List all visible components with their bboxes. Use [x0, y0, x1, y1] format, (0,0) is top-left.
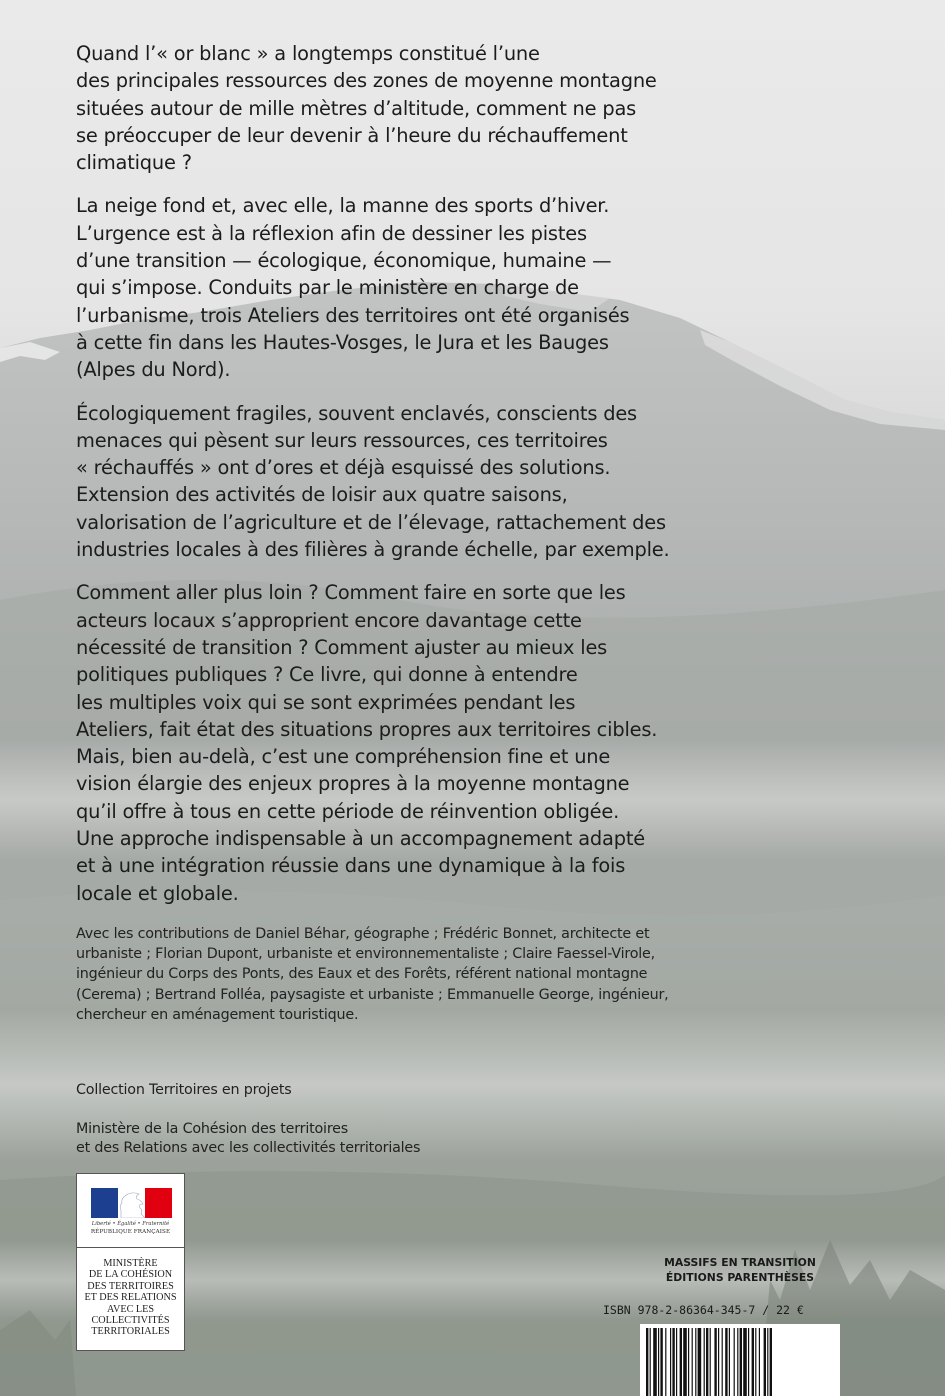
- barcode-bar: [737, 1328, 738, 1396]
- barcode-bar: [710, 1328, 711, 1396]
- text-line: La neige fond et, avec elle, la manne des sports d’hiver.: [76, 194, 610, 218]
- text-line: Avec les contributions de Daniel Béhar, géographe ; Frédéric Bonnet, architecte et: [76, 926, 650, 942]
- barcode-bar: [680, 1328, 682, 1396]
- republic-name: RÉPUBLIQUE FRANÇAISE: [90, 1229, 171, 1235]
- barcode-bar: [692, 1328, 693, 1396]
- back-cover-blurb: [76, 40, 716, 923]
- flag-red-band: [145, 1188, 172, 1218]
- barcode-bar: [670, 1328, 671, 1396]
- ministry-name: [76, 1120, 496, 1157]
- barcode-bar: [718, 1328, 719, 1396]
- collection-name: Collection Territoires en projets: [76, 1082, 292, 1098]
- publisher-name: ÉDITIONS PARENTHÈSES: [665, 1270, 815, 1284]
- barcode-bar: [676, 1328, 677, 1396]
- text-line: DES TERRITOIRES: [87, 1280, 174, 1292]
- marianne-block: [77, 1174, 184, 1248]
- text-line: qui s’impose. Conduits par le ministère en charge de: [76, 276, 579, 300]
- text-line: des principales ressources des zones de moyenne montagne: [76, 69, 657, 93]
- text-line: d’une transition — écologique, économique, humaine —: [76, 249, 612, 273]
- text-line: qu’il offre à tous en cette période de réinvention obligée.: [76, 799, 620, 823]
- text-line: « réchauffés » ont d’ores et déjà esquissé des solutions.: [76, 456, 611, 480]
- barcode-bar: [770, 1328, 772, 1396]
- text-line: DE LA COHÉSION: [88, 1269, 173, 1281]
- text-line: se préoccuper de leur devenir à l’heure du réchauffement: [76, 123, 628, 147]
- text-line: Écologiquement fragiles, souvent enclavés, conscients des: [76, 401, 637, 425]
- text-line: ingénieur du Corps des Ponts, des Eaux et des Forêts, référent national montagne: [76, 966, 648, 983]
- text-line: les multiples voix qui se sont exprimées pendant les: [76, 690, 576, 714]
- blurb-paragraph-1: [76, 40, 716, 176]
- text-line: l’urbanisme, trois Ateliers des territoires ont été organisés: [76, 303, 630, 327]
- text-line: et des Relations avec les collectivités territoriales: [76, 1139, 421, 1156]
- text-line: ET DES RELATIONS: [84, 1292, 177, 1304]
- text-line: (Cerema) ; Bertrand Folléa, paysagiste et urbaniste ; Emmanuelle George, ingénieur,: [76, 986, 669, 1003]
- barcode-bar: [660, 1328, 662, 1396]
- barcode-bar: [695, 1328, 696, 1396]
- text-line: AVEC LES: [106, 1303, 155, 1315]
- text-line: menaces qui pèsent sur leurs ressources, ces territoires: [76, 428, 608, 452]
- text-line: industries locales à des filières à grande échelle, par exemple.: [76, 538, 670, 562]
- barcode-bar: [650, 1328, 651, 1396]
- barcode-bar: [658, 1328, 659, 1396]
- text-line: nécessité de transition ? Comment ajuster au mieux les: [76, 635, 608, 659]
- barcode-bar: [734, 1328, 735, 1396]
- barcode-bar: [729, 1328, 730, 1396]
- barcode-bar: [688, 1328, 689, 1396]
- text-line: Comment aller plus loin ? Comment faire en sorte que les: [76, 581, 626, 605]
- barcode-bar: [755, 1328, 756, 1396]
- barcode-bar: [748, 1328, 749, 1396]
- text-line: Quand l’« or blanc » a longtemps constitué l’une: [76, 42, 540, 65]
- barcode-bar: [706, 1328, 708, 1396]
- text-line: chercheur en aménagement touristique.: [76, 1006, 359, 1023]
- logo-ministry-name: [77, 1258, 184, 1338]
- text-line: valorisation de l’agriculture et de l’élevage, rattachement des: [76, 510, 666, 534]
- text-line: Ministère de la Cohésion des territoires: [76, 1121, 349, 1137]
- contributors-note: [76, 924, 676, 1025]
- barcode-bar: [743, 1328, 747, 1396]
- barcode-bar: [767, 1328, 768, 1396]
- barcode-bar: [672, 1328, 674, 1396]
- marianne-flag-icon: [91, 1188, 172, 1218]
- blurb-paragraph-3: [76, 400, 716, 564]
- barcode-bar: [725, 1328, 727, 1396]
- text-line: MINISTÈRE: [103, 1258, 158, 1269]
- barcode-bar: [740, 1328, 742, 1396]
- text-line: Ateliers, fait état des situations propres aux territoires cibles.: [76, 717, 658, 741]
- text-line: vision élargie des enjeux propres à la moyenne montagne: [76, 772, 630, 796]
- barcode-bar: [646, 1328, 648, 1396]
- text-line: locale et globale.: [76, 881, 239, 905]
- blurb-paragraph-4: [76, 579, 716, 907]
- blurb-paragraph-2: [76, 192, 716, 383]
- republique-francaise-logo: [76, 1173, 185, 1351]
- series-info: [640, 1256, 840, 1285]
- barcode-bar: [665, 1328, 666, 1396]
- text-line: Une approche indispensable à un accompagnement adapté: [76, 827, 645, 851]
- text-line: Mais, bien au-delà, c’est une compréhension fine et une: [76, 745, 611, 769]
- text-line: (Alpes du Nord).: [76, 358, 231, 382]
- barcode-bar: [653, 1328, 657, 1396]
- text-line: climatique ?: [76, 151, 192, 175]
- republic-motto: Liberté • Égalité • Fraternité: [91, 1221, 170, 1227]
- text-line: et à une intégration réussie dans une dynamique à la fois: [76, 854, 626, 878]
- barcode-bar: [698, 1328, 702, 1396]
- text-line: COLLECTIVITÉS: [91, 1315, 170, 1327]
- text-line: à cette fin dans les Hautes-Vosges, le Jura et les Bauges: [76, 330, 609, 354]
- flag-blue-band: [91, 1188, 118, 1218]
- text-line: L’urgence est à la réflexion afin de dessiner les pistes: [76, 221, 587, 245]
- barcode-bar: [764, 1328, 766, 1396]
- text-line: TERRITORIALES: [91, 1326, 170, 1338]
- text-line: acteurs locaux s’approprient encore davantage cette: [76, 608, 582, 632]
- barcode: [640, 1324, 840, 1396]
- barcode-bar: [704, 1328, 705, 1396]
- isbn-price: ISBN 978-2-86364-345-7 / 22 €: [603, 1303, 804, 1317]
- text-line: Extension des activités de loisir aux quatre saisons,: [76, 483, 568, 507]
- barcode-bar: [722, 1328, 723, 1396]
- barcode-bar: [714, 1328, 716, 1396]
- book-title: MASSIFS EN TRANSITION: [664, 1256, 816, 1269]
- barcode-bar: [752, 1328, 754, 1396]
- barcode-bar: [759, 1328, 760, 1396]
- text-line: situées autour de mille mètres d’altitude, comment ne pas: [76, 96, 637, 120]
- barcode-bar: [683, 1328, 687, 1396]
- text-line: urbaniste ; Florian Dupont, urbaniste et environnementaliste ; Claire Faessel-Virole,: [76, 946, 656, 963]
- text-line: politiques publiques ? Ce livre, qui donne à entendre: [76, 663, 578, 687]
